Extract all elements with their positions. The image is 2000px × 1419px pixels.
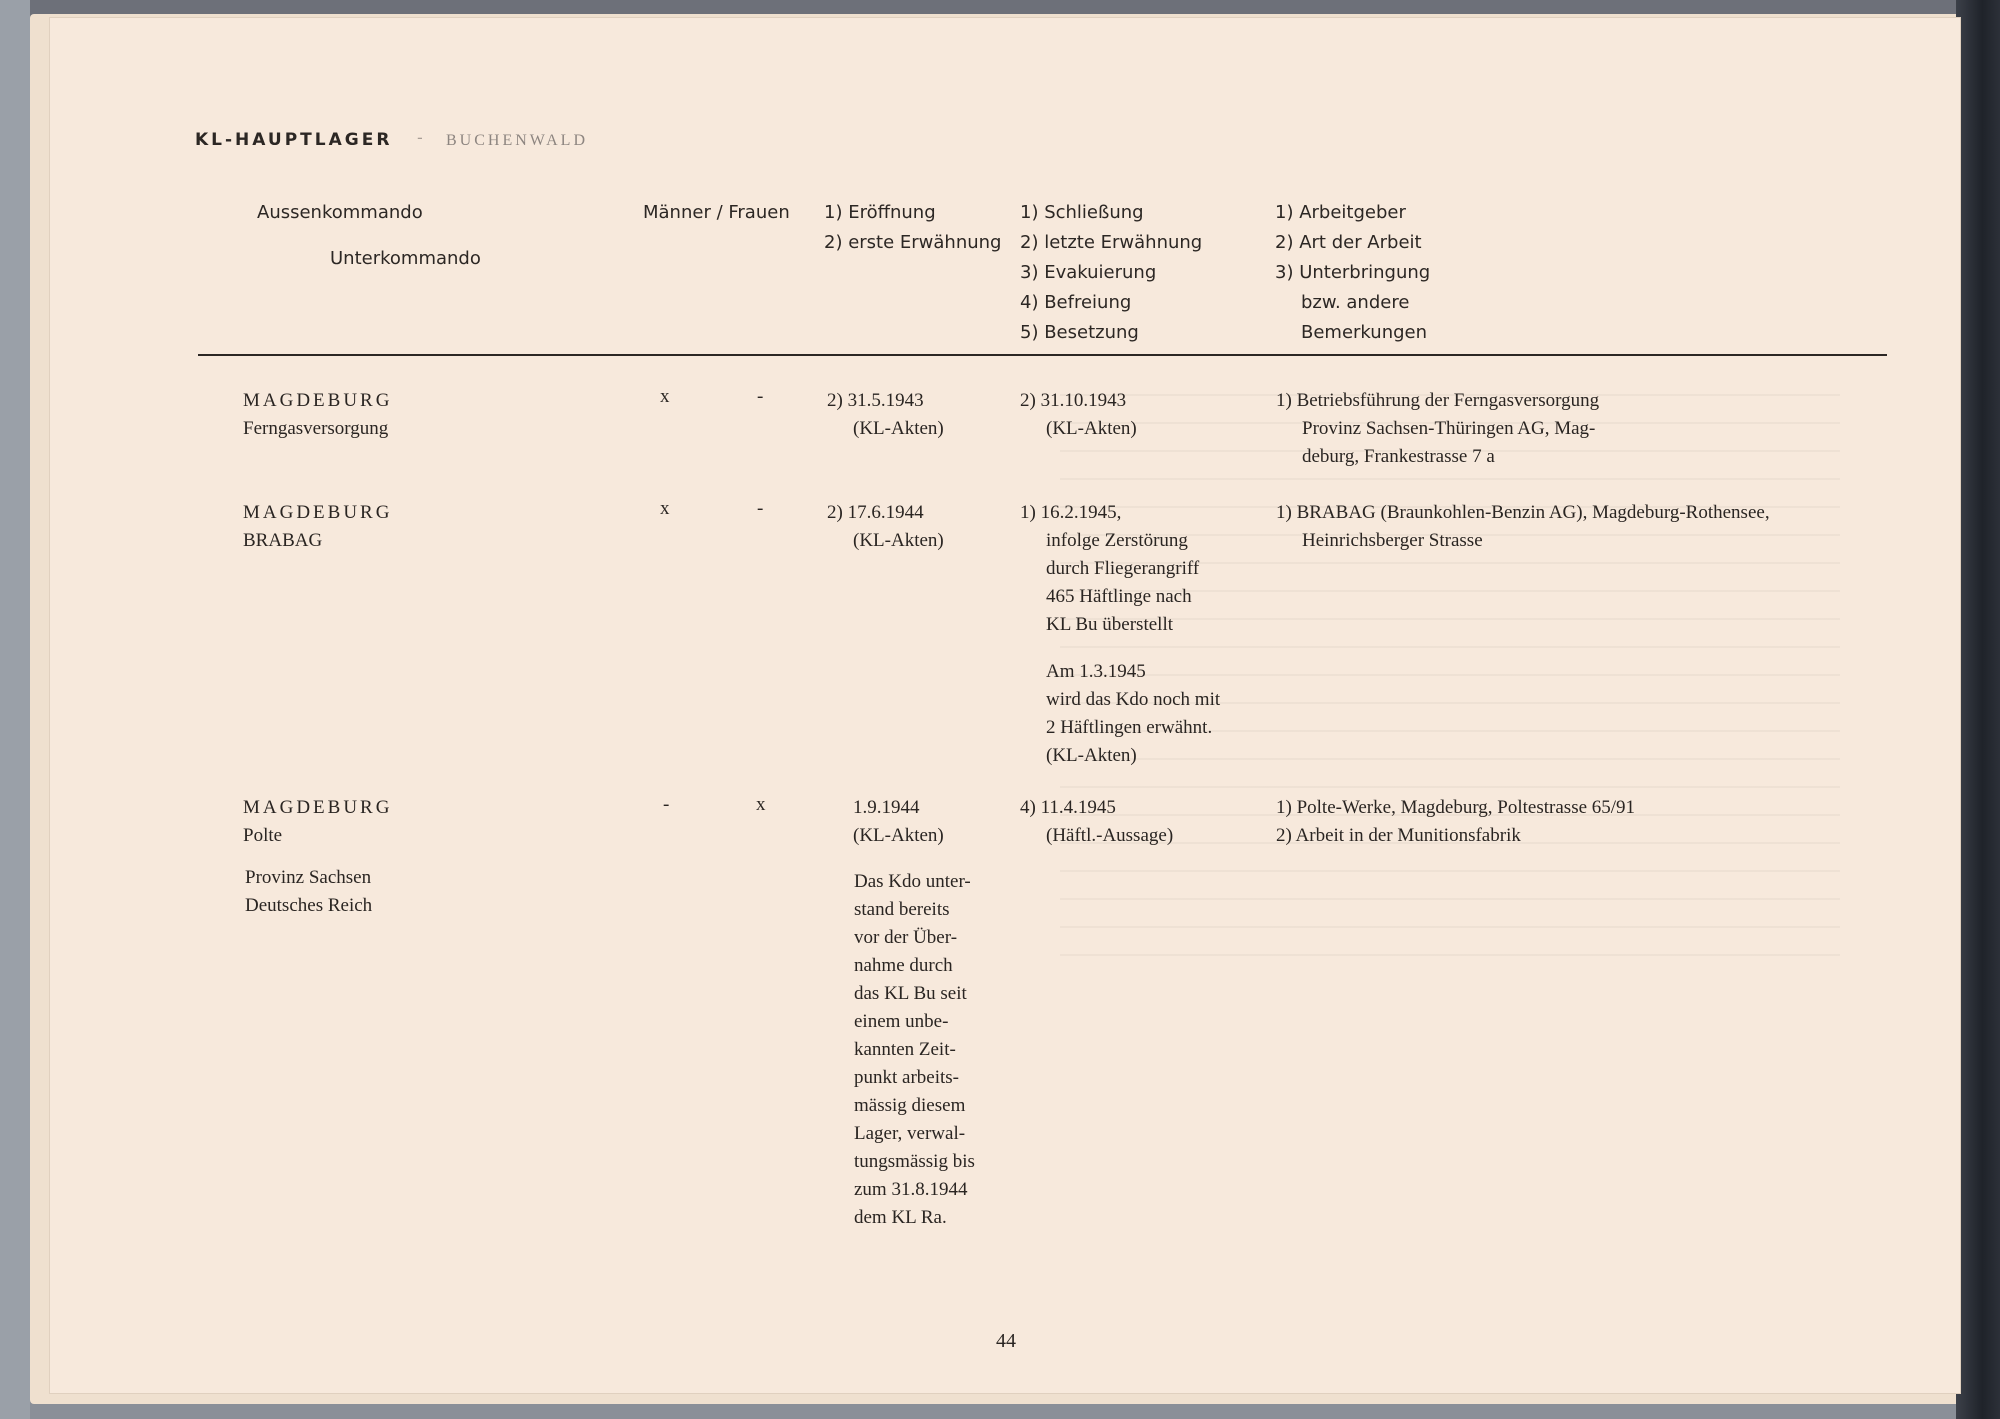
column-heading-unterkommando <box>330 244 481 274</box>
column-heading-kommando <box>257 198 423 228</box>
entry-3-remarks-line-1: 1) Polte-Werke, Magdeburg, Poltestrasse 65/91 <box>1276 797 1636 818</box>
entry-1-women: - <box>757 386 764 407</box>
entry-3-note-line-7: kannten Zeit- <box>854 1039 956 1060</box>
entry-2-note-line-3: 2 Häftlingen erwähnt. <box>1046 717 1213 738</box>
entry-3-note-line-9: mässig diesem <box>854 1095 966 1116</box>
heading-unterkommando: Unterkommando <box>330 248 481 269</box>
heading-closing-3: 3) Evakuierung <box>1020 262 1157 283</box>
entry-3-note-line-4: nahme durch <box>854 955 953 976</box>
entry-1-opening-date: 2) 31.5.1943 <box>827 390 924 411</box>
entry-2-note-line-2: wird das Kdo noch mit <box>1046 689 1221 710</box>
heading-remarks-5: Bemerkungen <box>1301 322 1428 343</box>
entry-3-note-line-10: Lager, verwal- <box>854 1123 966 1144</box>
heading-remarks-1: 1) Arbeitgeber <box>1275 202 1406 223</box>
entry-2-women: - <box>757 498 764 519</box>
entry-2-closing-line-4: 465 Häftlinge nach <box>1046 586 1192 607</box>
entry-3-note-line-2: stand bereits <box>854 899 950 920</box>
entry-3-note-line-3: vor der Über- <box>854 927 958 948</box>
entry-2-remarks <box>1276 499 1770 555</box>
entry-3-note-line-5: das KL Bu seit <box>854 983 967 1004</box>
page-number: 44 <box>996 1330 1016 1352</box>
heading-closing-1: 1) Schließung <box>1020 202 1144 223</box>
heading-closing-2: 2) letzte Erwähnung <box>1020 232 1203 253</box>
entry-3-note-line-8: punkt arbeits- <box>854 1067 960 1088</box>
column-heading-closing <box>1020 198 1202 348</box>
entry-2-closing-line-2: infolge Zerstörung <box>1046 530 1188 551</box>
entry-1-remarks-line-2: Provinz Sachsen-Thüringen AG, Mag- <box>1302 418 1596 439</box>
entry-3-remarks <box>1276 794 1635 850</box>
entry-3-opening-note <box>854 868 975 1232</box>
entry-3-remarks-line-2: 2) Arbeit in der Munitionsfabrik <box>1276 825 1521 846</box>
entry-3-subname: Polte <box>243 825 283 846</box>
entry-3-note-line-1: Das Kdo unter- <box>854 871 971 892</box>
heading-remarks-4: bzw. andere <box>1301 292 1410 313</box>
column-heading-remarks <box>1275 198 1430 348</box>
entry-2-place: MAGDEBURG <box>243 502 393 523</box>
column-heading-gender <box>643 198 790 228</box>
heading-closing-4: 4) Befreiung <box>1020 292 1132 313</box>
entry-2-opening <box>827 499 944 555</box>
entry-3-region <box>245 864 372 920</box>
entry-3-closing-source: (Häftl.-Aussage) <box>1046 825 1174 846</box>
book-spine <box>1956 0 2000 1419</box>
entry-3-note-line-13: dem KL Ra. <box>854 1207 947 1228</box>
scan-background-left <box>0 0 30 1419</box>
heading-aussenkommando: Aussenkommando <box>257 202 423 223</box>
heading-closing-5: 5) Besetzung <box>1020 322 1139 343</box>
heading-maenner-frauen: Männer / Frauen <box>643 202 790 223</box>
entry-1-name <box>243 387 392 443</box>
entry-3-opening-date: 1.9.1944 <box>853 797 920 818</box>
entry-1-subname: Ferngasversorgung <box>243 418 389 439</box>
entry-2-opening-date: 2) 17.6.1944 <box>827 502 924 523</box>
entry-3-note-line-12: zum 31.8.1944 <box>854 1179 968 1200</box>
page-header-title: KL-HAUPTLAGER <box>195 130 393 150</box>
entry-3-closing <box>1020 794 1173 850</box>
entry-1-remarks-line-3: deburg, Frankestrasse 7 a <box>1302 446 1495 467</box>
entry-2-name <box>243 499 392 555</box>
entry-2-closing-note <box>1046 658 1220 770</box>
document-page <box>50 18 1960 1393</box>
entry-3-note-line-11: tungsmässig bis <box>854 1151 975 1172</box>
entry-2-men: x <box>660 498 670 519</box>
entry-3-closing-date: 4) 11.4.1945 <box>1020 797 1116 818</box>
entry-3-name <box>243 794 392 850</box>
heading-opening-2: 2) erste Erwähnung <box>824 232 1002 253</box>
entry-2-subname: BRABAG <box>243 530 323 551</box>
entry-2-closing <box>1020 499 1199 639</box>
entry-1-men: x <box>660 386 670 407</box>
entry-3-opening <box>853 794 944 850</box>
heading-remarks-3: 3) Unterbringung <box>1275 262 1431 283</box>
entry-3-note-line-6: einem unbe- <box>854 1011 949 1032</box>
entry-1-closing <box>1020 387 1137 443</box>
heading-remarks-2: 2) Art der Arbeit <box>1275 232 1422 253</box>
entry-2-closing-line-5: KL Bu überstellt <box>1046 614 1173 635</box>
entry-3-region-line-1: Provinz Sachsen <box>245 867 372 888</box>
entry-2-note-line-1: Am 1.3.1945 <box>1046 661 1146 682</box>
entry-2-closing-line-1: 1) 16.2.1945, <box>1020 502 1122 523</box>
entry-1-opening <box>827 387 944 443</box>
entry-2-closing-line-3: durch Fliegerangriff <box>1046 558 1200 579</box>
page-header-separator: - <box>417 128 423 147</box>
page-header-subtitle: BUCHENWALD <box>446 132 588 149</box>
entry-1-closing-source: (KL-Akten) <box>1046 418 1137 439</box>
entry-1-closing-date: 2) 31.10.1943 <box>1020 390 1127 411</box>
entry-1-opening-source: (KL-Akten) <box>853 418 944 439</box>
entry-3-opening-source: (KL-Akten) <box>853 825 944 846</box>
entry-1-remarks-line-1: 1) Betriebsführung der Ferngasversorgung <box>1276 390 1600 411</box>
entry-3-place: MAGDEBURG <box>243 797 393 818</box>
entry-2-opening-source: (KL-Akten) <box>853 530 944 551</box>
entry-3-region-line-2: Deutsches Reich <box>245 895 373 916</box>
entry-3-men: - <box>663 794 670 815</box>
entry-1-remarks <box>1276 387 1599 471</box>
entry-3-women: x <box>756 794 766 815</box>
heading-opening-1: 1) Eröffnung <box>824 202 936 223</box>
entry-2-note-line-4: (KL-Akten) <box>1046 745 1137 766</box>
entry-2-remarks-line-2: Heinrichsberger Strasse <box>1302 530 1483 551</box>
header-rule <box>198 354 1887 356</box>
entry-2-remarks-line-1: 1) BRABAG (Braunkohlen-Benzin AG), Magdeburg-Rothensee, <box>1276 502 1770 523</box>
column-heading-opening <box>824 198 1002 258</box>
entry-1-place: MAGDEBURG <box>243 390 393 411</box>
